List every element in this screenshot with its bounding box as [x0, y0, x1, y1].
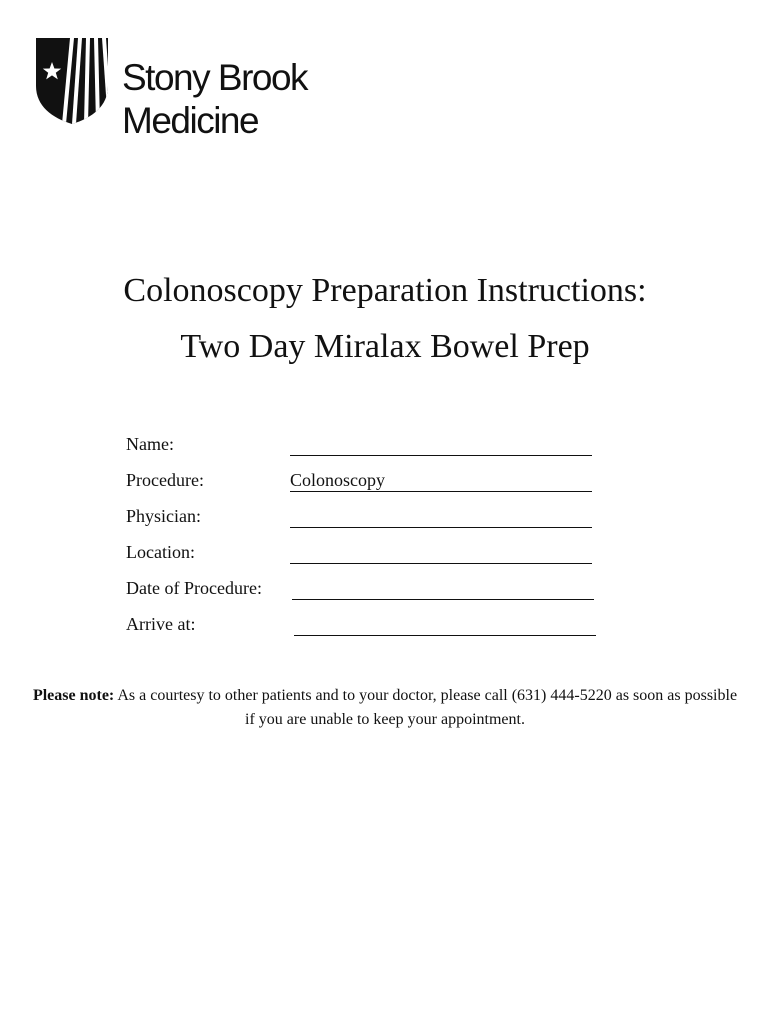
logo-line-1: Stony Brook — [122, 57, 308, 98]
page-title: Colonoscopy Preparation Instructions: — [123, 272, 647, 309]
physician-label: Physician: — [126, 506, 201, 526]
date-of-procedure-field[interactable] — [292, 576, 594, 600]
logo-line-2: Medicine — [122, 100, 259, 141]
date-of-procedure-label: Date of Procedure: — [126, 578, 262, 598]
procedure-field[interactable] — [290, 468, 592, 492]
field-row-location — [126, 540, 606, 576]
name-label: Name: — [126, 434, 174, 454]
field-row-date — [126, 576, 606, 612]
patient-info-form — [126, 432, 606, 648]
field-row-name — [126, 432, 606, 468]
procedure-label: Procedure: — [126, 470, 204, 490]
stony-brook-shield-icon — [36, 36, 108, 124]
procedure-value: Colonoscopy — [290, 470, 386, 490]
courtesy-note — [30, 684, 740, 732]
location-label: Location: — [126, 542, 195, 562]
field-row-procedure — [126, 468, 606, 504]
arrive-at-field[interactable] — [294, 612, 596, 636]
page-subtitle: Two Day Miralax Bowel Prep — [180, 328, 590, 365]
stony-brook-medicine-logo — [36, 36, 346, 140]
field-row-physician — [126, 504, 606, 540]
physician-field[interactable] — [290, 504, 592, 528]
arrive-at-label: Arrive at: — [126, 614, 196, 634]
name-field[interactable] — [290, 432, 592, 456]
note-text: As a courtesy to other patients and to your doctor, please call (631) 444-5220 as soon as possible if you are unable to keep your appointment. — [117, 687, 738, 728]
note-label: Please note: — [32, 687, 115, 704]
logo-wordmark — [122, 56, 307, 142]
field-row-arrive — [126, 612, 606, 648]
location-field[interactable] — [290, 540, 592, 564]
